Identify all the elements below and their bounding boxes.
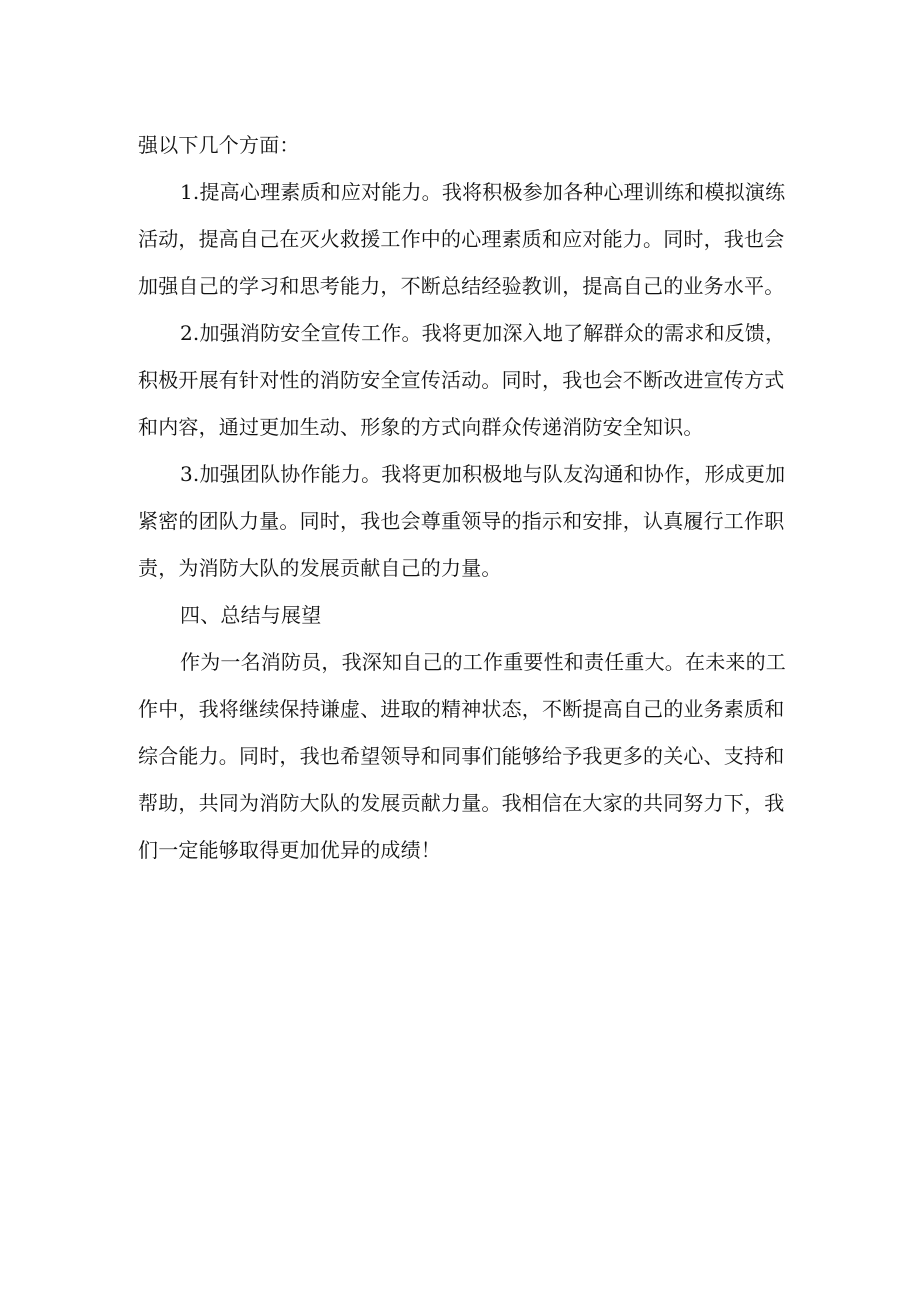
item-1-line-1: 1.提高心理素质和应对能力。我将积极参加各种心理训练和模拟演练: [180, 180, 786, 204]
conclusion-line-2: 作中，我将继续保持谦虚、进取的精神状态，不断提高自己的业务素质和: [138, 697, 785, 721]
document-body: [138, 122, 786, 874]
item-1-line-2: 活动，提高自己在灭火救援工作中的心理素质和应对能力。同时，我也会: [138, 227, 785, 251]
paragraph-continuation-line: 强以下几个方面：: [138, 133, 300, 157]
item-3-line-2: 紧密的团队力量。同时，我也会尊重领导的指示和安排，认真履行工作职: [138, 509, 785, 533]
section-heading: 四、总结与展望: [180, 603, 322, 627]
item-2-line-1: 2.加强消防安全宣传工作。我将更加深入地了解群众的需求和反馈，: [180, 321, 786, 345]
item-1-line-3: 加强自己的学习和思考能力，不断总结经验教训，提高自己的业务水平。: [138, 274, 785, 298]
item-2-line-2: 积极开展有针对性的消防安全宣传活动。同时，我也会不断改进宣传方式: [138, 368, 785, 392]
conclusion-line-4: 帮助，共同为消防大队的发展贡献力量。我相信在大家的共同努力下，我: [138, 791, 785, 815]
item-3-line-3: 责，为消防大队的发展贡献自己的力量。: [138, 556, 502, 580]
conclusion-line-1: 作为一名消防员，我深知自己的工作重要性和责任重大。在未来的工: [180, 650, 786, 674]
conclusion-line-5: 们一定能够取得更加优异的成绩！: [138, 838, 441, 862]
conclusion-line-3: 综合能力。同时，我也希望领导和同事们能够给予我更多的关心、支持和: [138, 744, 785, 768]
item-2-line-3: 和内容，通过更加生动、形象的方式向群众传递消防安全知识。: [138, 415, 704, 439]
item-3-line-1: 3.加强团队协作能力。我将更加积极地与队友沟通和协作，形成更加: [180, 462, 786, 486]
